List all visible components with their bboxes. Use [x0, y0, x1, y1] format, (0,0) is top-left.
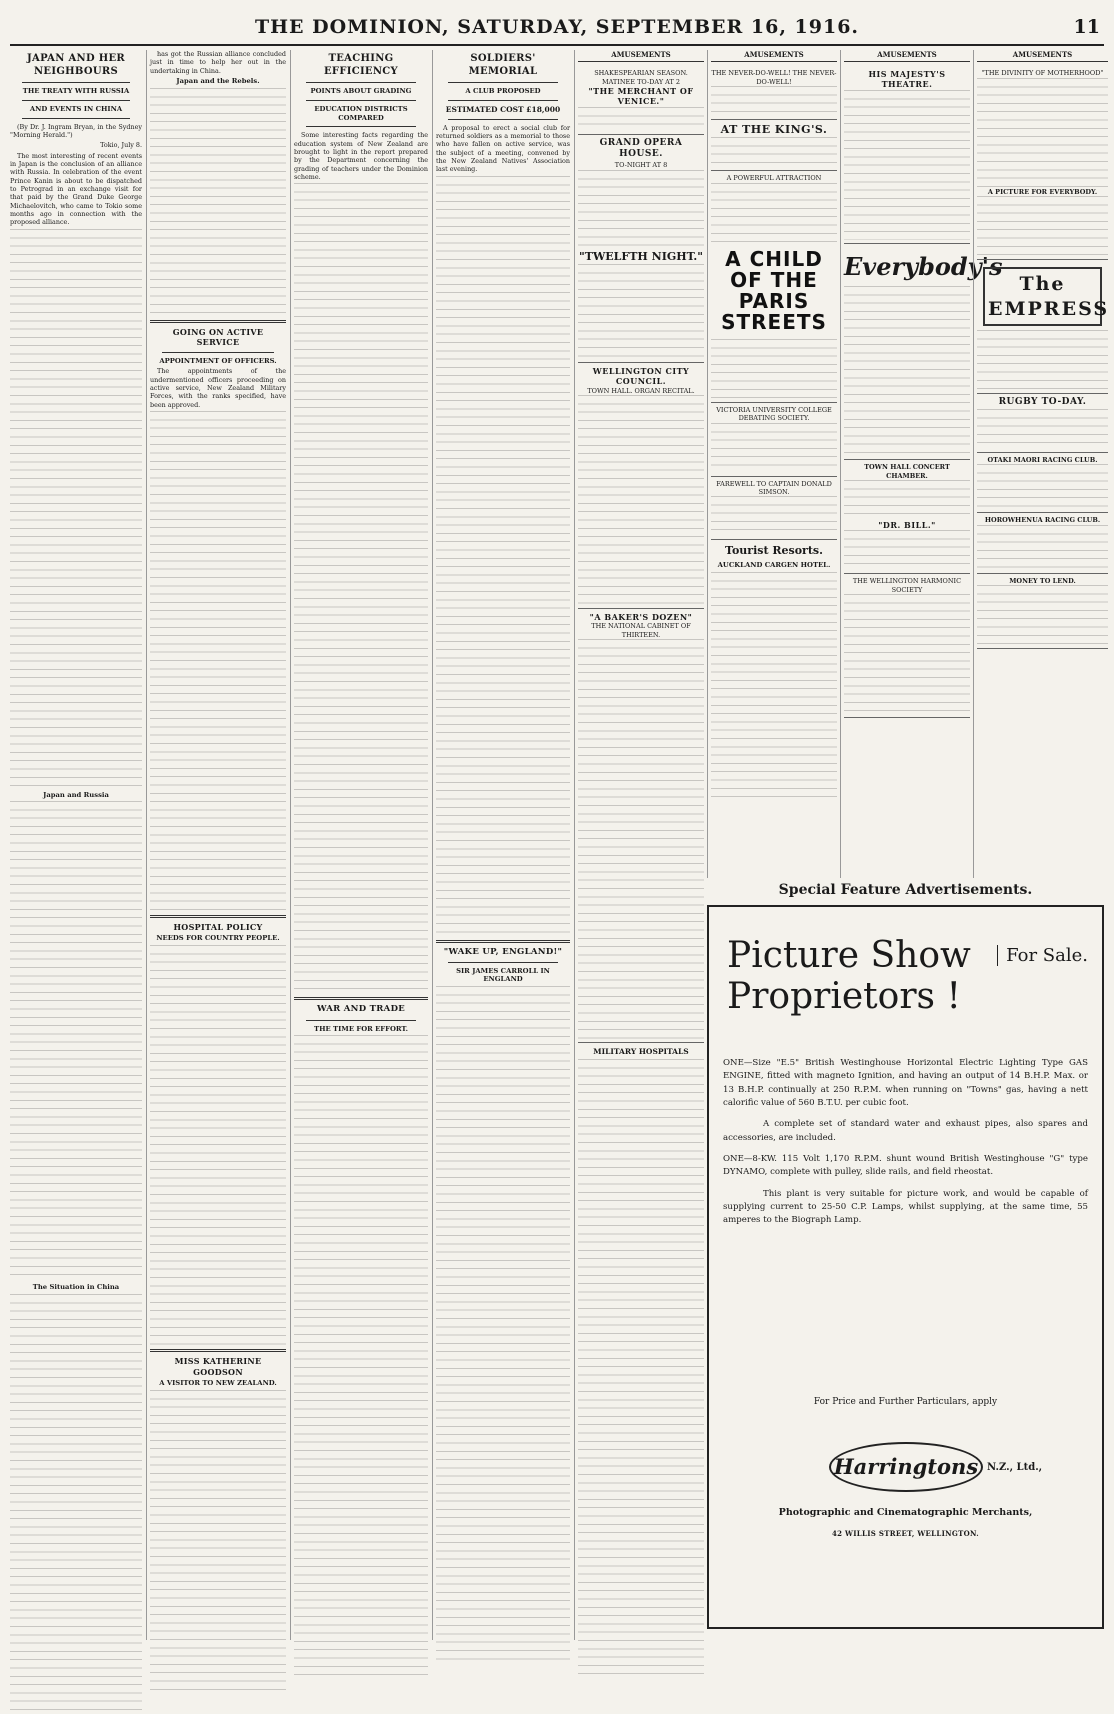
divider: [162, 352, 274, 353]
ad-headline: [727, 935, 971, 1018]
ad-otaki: [977, 453, 1108, 513]
ad-heading: TOWN HALL CONCERT CHAMBER.: [864, 463, 950, 480]
for-sale-label: For Sale.: [997, 945, 1088, 966]
ad-child-paris: [711, 171, 837, 402]
ad-heading: OTAKI MAORI RACING CLUB.: [987, 456, 1098, 465]
article-subtitle: THE TREATY WITH RUSSIA: [22, 87, 130, 95]
logo-suffix: N.Z., Ltd.,: [987, 1462, 1043, 1473]
article-subtitle: NEEDS FOR COUNTRY PEOPLE.: [156, 934, 280, 943]
byline: (By Dr. J. Ingram Bryan, in the Sydney "Morning Herald."): [10, 122, 142, 139]
ad-time: TO-NIGHT AT 8: [614, 161, 668, 170]
ad-bakers-dozen: [578, 609, 704, 1043]
column-memorial: [432, 50, 573, 1640]
dateline: Tokio, July 8.: [100, 141, 142, 150]
body-text: [150, 945, 286, 1345]
ad-motherhood: [977, 66, 1108, 260]
ad-text: [977, 464, 1108, 509]
body-text: [10, 229, 142, 789]
divider: [150, 1349, 286, 1352]
ad-heading: FAREWELL TO CAPTAIN DONALD SIMSON.: [716, 479, 832, 497]
column-two: [146, 50, 289, 1640]
subheading: The Situation in China: [32, 1283, 120, 1292]
divider: [22, 100, 130, 101]
ad-horowhenua: [977, 513, 1108, 573]
ad-text: [844, 530, 970, 570]
ad-text: [977, 196, 1108, 256]
article-title-memorial: SOLDIERS' MEMORIAL: [468, 53, 538, 77]
body-text: [578, 1059, 704, 1679]
ad-heading: "THE DIVINITY OF MOTHERHOOD": [981, 69, 1104, 78]
ad-text: [844, 594, 970, 714]
ad-item: This plant is very suitable for picture work, and would be capable of supplying current to 25-50 C.P. Lamps, whilst supplying, at the same time, 55 amperes to the Biograph Lamp.: [723, 1188, 1088, 1226]
ad-item: A complete set of standard water and exhaust pipes, also spares and accessories, are included.: [723, 1119, 1088, 1143]
ad-title: "DR. BILL.": [878, 519, 936, 530]
body-text: [711, 572, 837, 802]
ad-text: [711, 423, 837, 473]
masthead: [10, 10, 1104, 46]
ad-heading: WELLINGTON CITY COUNCIL.: [592, 365, 690, 387]
body-text: [150, 88, 286, 316]
column-teaching: [290, 50, 431, 1640]
ad-text: [844, 90, 970, 240]
ad-farewell: [711, 477, 837, 541]
ad-text: [578, 107, 704, 131]
ad-text: [977, 585, 1108, 645]
divider: [436, 940, 570, 943]
ad-harmonic: [844, 574, 970, 718]
special-feature-heading: Special Feature Advertisements.: [778, 882, 1033, 898]
body-text: [10, 1294, 142, 1714]
ad-heading: SHAKESPEARIAN SEASON. MATINEE TO-DAY AT 2: [594, 69, 688, 86]
divider: [22, 82, 130, 83]
ad-heading: MONEY TO LEND.: [1009, 576, 1076, 585]
ad-kings: [711, 120, 837, 171]
article-subtitle: A VISITOR TO NEW ZEALAND.: [159, 1379, 277, 1388]
divider: [448, 962, 558, 963]
ad-heading: AT THE KING'S.: [720, 122, 828, 136]
ad-heading: VICTORIA UNIVERSITY COLLEGE DEBATING SOCIETY.: [716, 405, 832, 423]
article-title-goodson: MISS KATHERINE GOODSON: [174, 1356, 262, 1377]
ad-venue: GRAND OPERA HOUSE.: [599, 137, 683, 160]
ad-heading: RUGBY TO-DAY.: [998, 397, 1087, 408]
column-amusements-2: [707, 50, 840, 878]
body-text: [294, 1035, 428, 1675]
body-text: [436, 986, 570, 1666]
tourist-resorts-title: Tourist Resorts.: [725, 544, 823, 558]
article-continuation: has got the Russian alliance concluded just in time to help her out in the undertaking in China.: [150, 50, 286, 75]
ad-item: ONE—Size "E.5" British Westinghouse Horizontal Electric Lighting Type GAS ENGINE, fitted with magneto Ignition, and having an output of 14 B.H.P. Max. or 13 B.H.P. continually at 250 R.P.M. when running on "Towns" gas, having a nett calorific value of 560 B.T.U. per cubic foot.: [723, 1058, 1088, 1108]
article-lead: A proposal to erect a social club for returned soldiers as a memorial to those who have fallen on active service, was the subject of a meeting, convened by the New Zealand Natives' Association last evening.: [436, 123, 570, 174]
ad-debating: [711, 403, 837, 477]
article-subtitle-2: AND EVENTS IN CHINA: [29, 104, 123, 113]
ad-text: [977, 78, 1108, 188]
ad-feature-title: Everybody's: [844, 251, 1003, 281]
ad-feature-title: A CHILD OF THE PARIS STREETS: [721, 246, 827, 334]
tourist-subtitle: AUCKLAND CARGEN HOTEL.: [717, 560, 831, 569]
ad-text: [844, 286, 970, 456]
ad-text: [578, 639, 704, 1039]
ad-text: [977, 330, 1108, 390]
article-subtitle-2: EDUCATION DISTRICTS COMPARED: [314, 104, 408, 122]
divider: [306, 1020, 416, 1021]
ad-feature-title: The EMPRESS: [983, 267, 1102, 326]
column-amusements-4: [973, 50, 1111, 878]
ad-address: 42 WILLIS STREET, WELLINGTON.: [831, 1529, 980, 1538]
logo-text: Harringtons: [833, 1454, 979, 1479]
section-header: AMUSEMENTS: [711, 50, 837, 62]
ad-headline-line-1: Picture Show: [727, 935, 971, 976]
ad-shakespeare: [578, 66, 704, 135]
subheading: Japan and Russia: [43, 790, 109, 799]
ad-everybodys: [844, 244, 1003, 460]
body-text: [10, 801, 142, 1281]
ad-town-hall-concert: [844, 460, 970, 574]
body-text: [150, 1390, 286, 1690]
divider: [306, 100, 416, 101]
body-text: [294, 183, 428, 993]
article-lead: The appointments of the undermentioned officers proceeding on active service, New Zealand Military Forces, with the ranks specified, have been approved.: [150, 367, 286, 409]
ad-footer: Photographic and Cinematographic Merchants,: [778, 1507, 1033, 1518]
ad-text: [578, 170, 704, 250]
newspaper-page: [10, 10, 1110, 1640]
divider: [448, 119, 558, 120]
ad-text: [578, 395, 704, 605]
ad-text: [711, 183, 837, 243]
ad-text: [977, 409, 1108, 449]
section-header: AMUSEMENTS: [578, 50, 704, 62]
divider: [448, 100, 558, 101]
ad-text: [711, 137, 837, 167]
ad-heading: "A BAKER'S DOZEN": [589, 612, 693, 623]
ad-headline-line-2: Proprietors !: [727, 976, 961, 1018]
article-subtitle: SIR JAMES CARROLL IN ENGLAND: [456, 966, 550, 984]
ad-rugby: [977, 394, 1108, 453]
ad-subheading: THE NATIONAL CABINET OF THIRTEEN.: [591, 622, 691, 639]
ad-city-council: [578, 363, 704, 609]
special-feature-ad: [707, 905, 1104, 1629]
body-text: [436, 176, 570, 936]
ad-heading: THE WELLINGTON HARMONIC SOCIETY: [852, 577, 962, 594]
ad-text: [711, 86, 837, 116]
masthead-title: THE DOMINION, SATURDAY, SEPTEMBER 16, 1916.: [254, 16, 860, 38]
article-subtitle: A CLUB PROPOSED: [465, 87, 541, 95]
divider: [448, 82, 558, 83]
article-subtitle-2: ESTIMATED COST £18,000: [445, 104, 561, 114]
divider: [22, 118, 130, 119]
ad-play-title: "THE MERCHANT OF VENICE.": [588, 85, 694, 107]
article-subtitle: POINTS ABOUT GRADING: [310, 87, 412, 95]
article-title-teaching: TEACHING EFFICIENCY: [324, 53, 398, 77]
ad-text: [578, 264, 704, 359]
article-lead: Some interesting facts regarding the education system of New Zealand are brought to light in the report prepared by the Department concerning the grading of teachers under the Dominion scheme.: [294, 131, 428, 182]
page-number: 11: [1073, 16, 1100, 38]
divider: [294, 997, 428, 1000]
article-lead: The most interesting of recent events in Japan is the conclusion of an alliance with Russia. In celebration of the event Prince Kanin is about to be dispatched to Petrograd in an exchange visit for that paid by the Grand Duke George Michaelovitch, who came to Tokio some months ago in connection with the proposed alliance.: [10, 151, 142, 227]
ad-text: [977, 525, 1108, 570]
article-title-wake-up: "WAKE UP, ENGLAND!": [443, 946, 563, 957]
divider: [306, 126, 416, 127]
article-title-war-trade: WAR AND TRADE: [316, 1004, 406, 1015]
ad-money: [977, 574, 1108, 649]
divider: [306, 82, 416, 83]
ad-text: [711, 339, 837, 399]
harringtons-logo: [829, 1442, 983, 1492]
ad-subheading: TOWN HALL. ORGAN RECITAL.: [587, 386, 695, 395]
ad-heading: HIS MAJESTY'S THEATRE.: [868, 69, 946, 90]
divider: [150, 320, 286, 323]
article-subtitle: THE TIME FOR EFFORT.: [314, 1024, 408, 1033]
section-header: AMUSEMENTS: [844, 50, 970, 62]
ad-heading: THE NEVER-DO-WELL! THE NEVER-DO-WELL!: [711, 69, 837, 86]
article-title-active-service: GOING ON ACTIVE SERVICE: [172, 326, 264, 348]
military-hospitals-title: MILITARY HOSPITALS: [593, 1047, 689, 1057]
section-header: AMUSEMENTS: [977, 50, 1108, 62]
body-text: [150, 411, 286, 911]
ad-his-majestys: [844, 66, 970, 244]
article-subtitle: APPOINTMENT OF OFFICERS.: [159, 356, 277, 365]
ad-empress: [977, 260, 1108, 394]
article-title-hospital: HOSPITAL POLICY: [173, 922, 263, 933]
subheading: Japan and the Rebels.: [176, 76, 260, 85]
ad-heading: A PICTURE FOR EVERYBODY.: [987, 187, 1098, 196]
ad-text: [711, 496, 837, 536]
ad-never-do-well: [711, 66, 837, 120]
ad-enquiry: For Price and Further Particulars, apply: [813, 1397, 998, 1407]
column-japan: [10, 50, 145, 1640]
article-title-japan: JAPAN AND HER NEIGHBOURS: [27, 53, 125, 77]
column-amusements-1: [574, 50, 707, 1640]
ad-opera-house: [578, 135, 704, 363]
ad-body: [723, 1057, 1088, 1235]
ad-text: [844, 480, 970, 520]
ad-item: ONE—8-KW. 115 Volt 1,170 R.P.M. shunt wound British Westinghouse "G" type DYNAMO, complete with pulley, slide rails, and field rheostat.: [723, 1153, 1088, 1178]
divider: [150, 915, 286, 918]
ad-play-title: "TWELFTH NIGHT.": [579, 249, 703, 263]
ad-heading: A POWERFUL ATTRACTION: [726, 174, 822, 183]
column-amusements-3: [840, 50, 1003, 878]
ad-heading: HOROWHENUA RACING CLUB.: [984, 516, 1101, 525]
